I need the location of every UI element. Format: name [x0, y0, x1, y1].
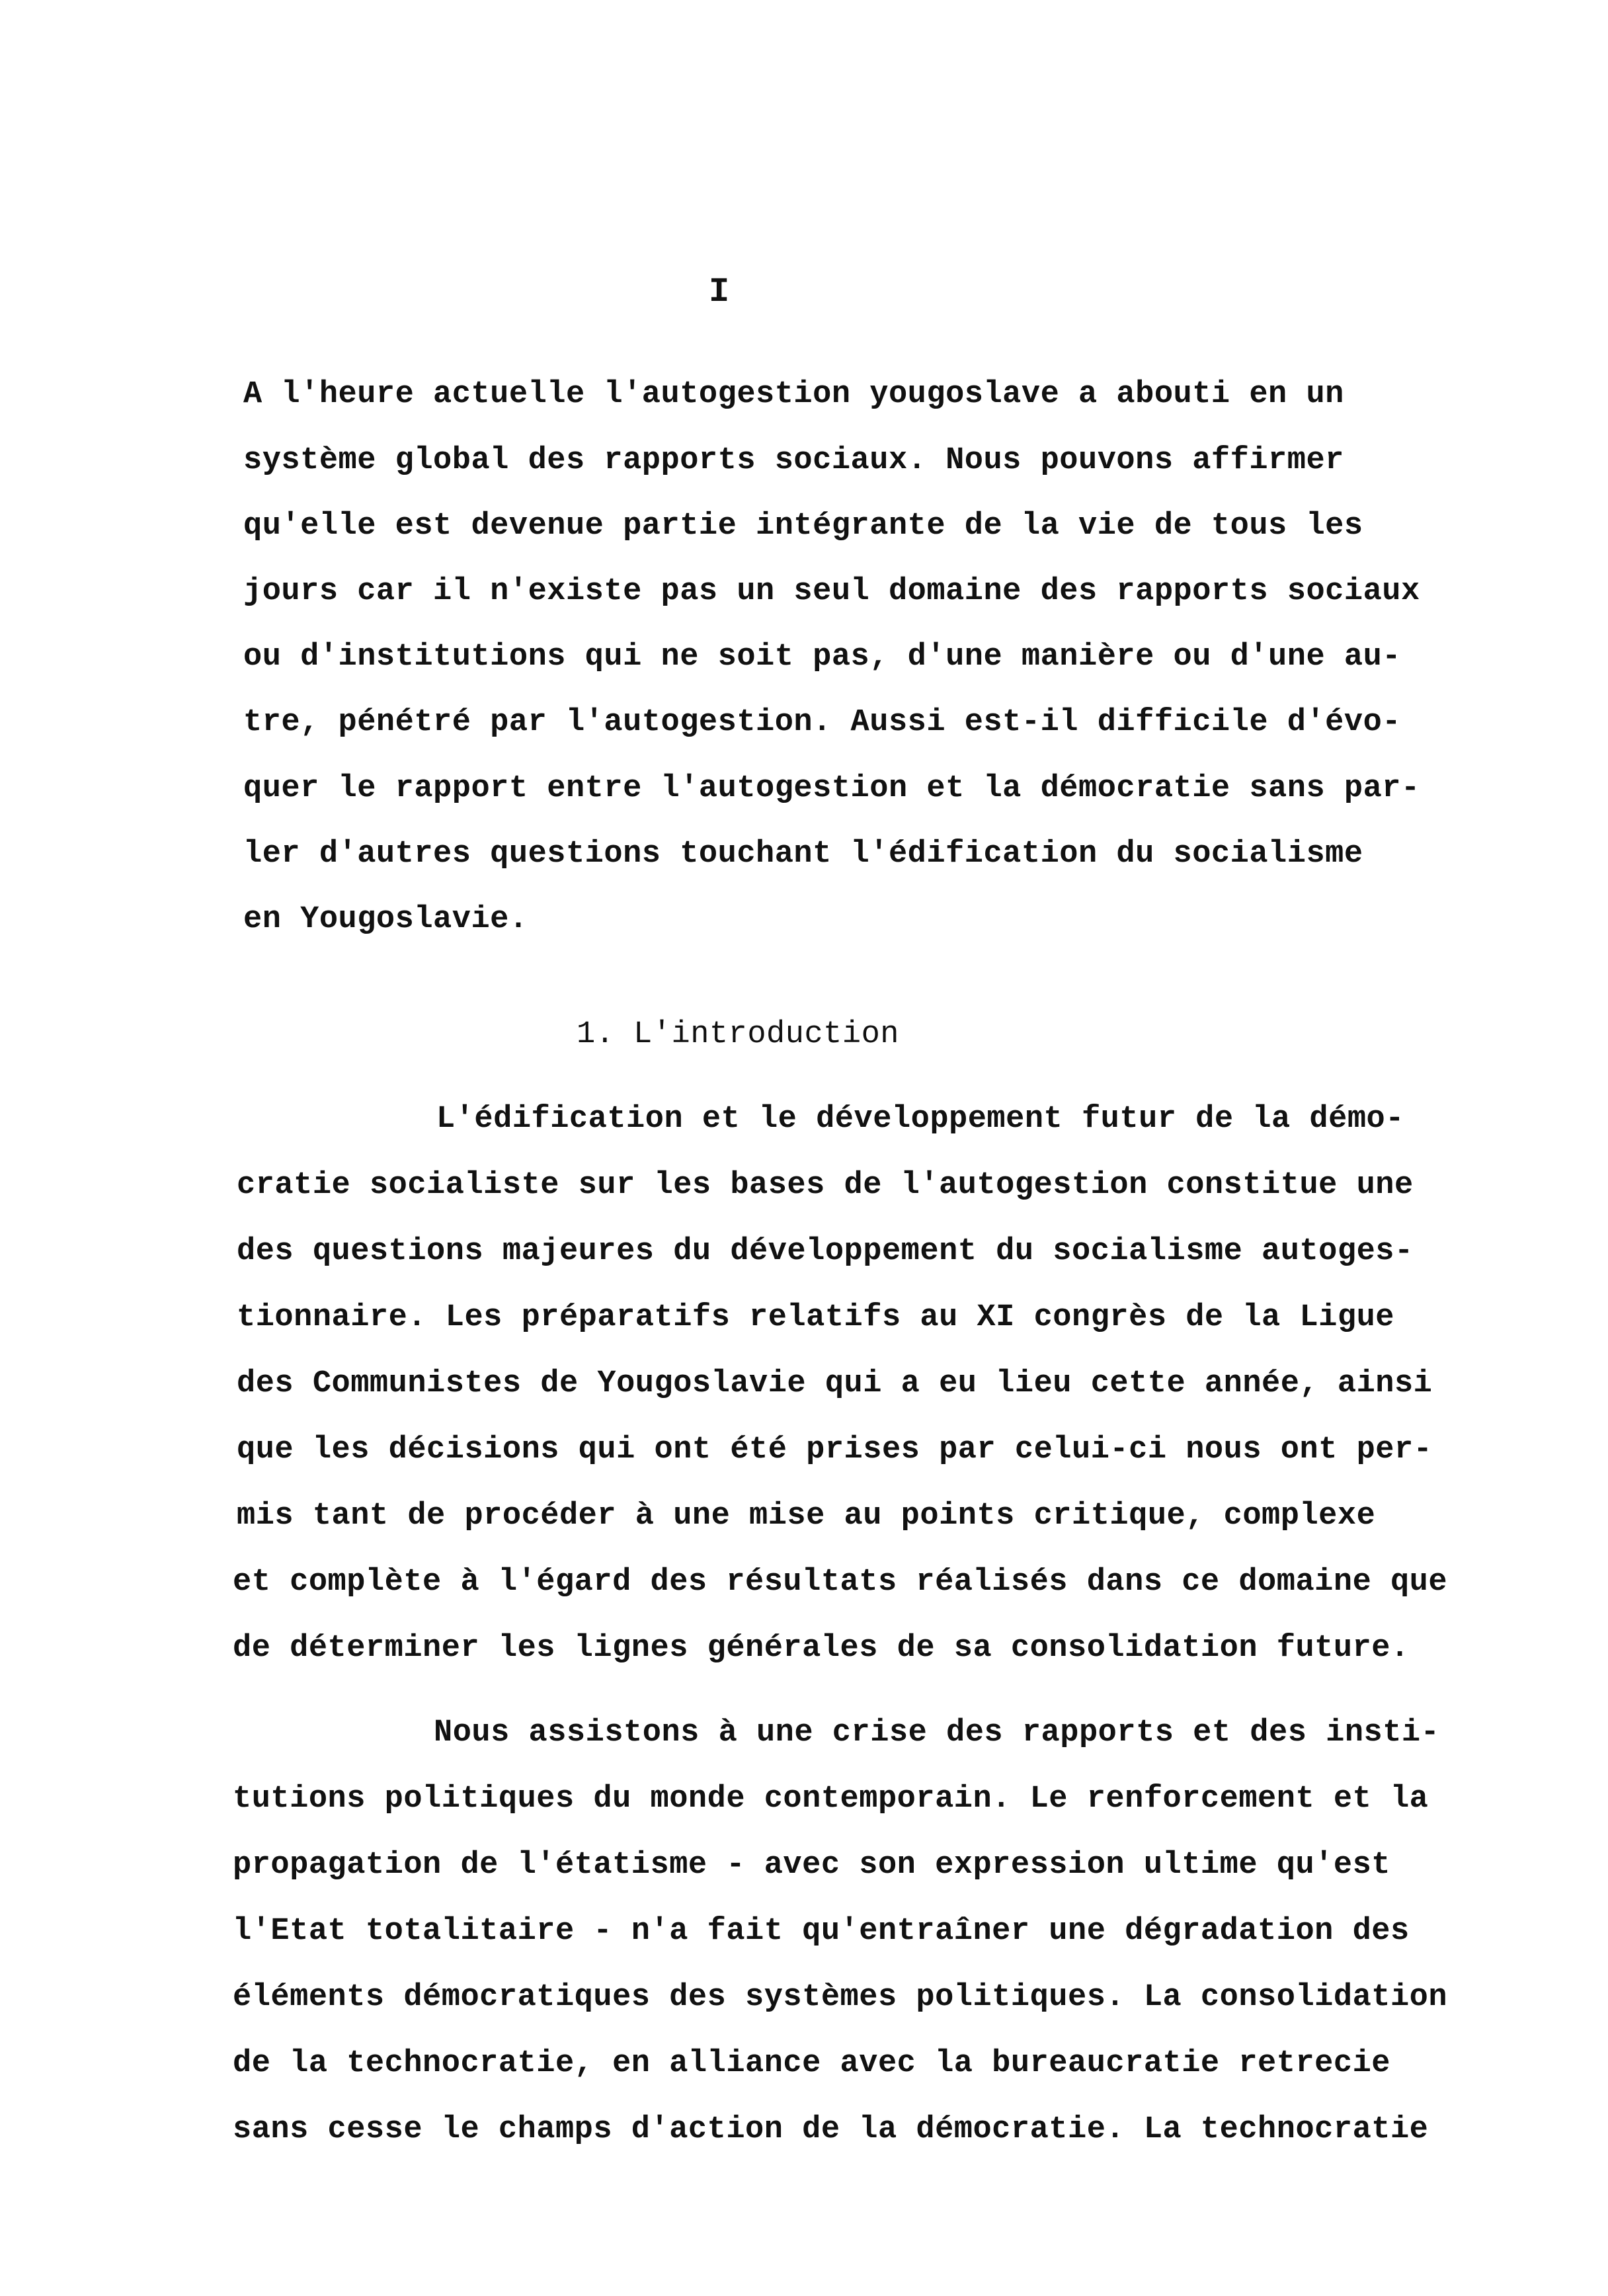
text-line: système global des rapports sociaux. Nous pouvons affirmer	[243, 443, 1344, 478]
text-line: éléments démocratiques des systèmes politiques. La consolidation	[233, 1980, 1448, 2015]
text-line: en Yougoslavie.	[243, 902, 528, 937]
text-line: l'Etat totalitaire - n'a fait qu'entraîner une dégradation des	[233, 1914, 1410, 1949]
text-line: tre, pénétré par l'autogestion. Aussi est-il difficile d'évo-	[243, 705, 1401, 740]
text-line: A l'heure actuelle l'autogestion yougoslave a abouti en un	[243, 377, 1344, 412]
text-line: propagation de l'étatisme - avec son expression ultime qu'est	[233, 1848, 1390, 1883]
text-line: de la technocratie, en alliance avec la bureaucratie retrecie	[233, 2046, 1390, 2081]
text-line: sans cesse le champs d'action de la démocratie. La technocratie	[233, 2112, 1429, 2147]
text-line: ler d'autres questions touchant l'édification du socialisme	[243, 837, 1363, 872]
text-line: L'édification et le développement futur de la démo-	[436, 1102, 1404, 1137]
section-heading: 1. L'introduction	[577, 1017, 899, 1052]
text-line: ou d'institutions qui ne soit pas, d'une manière ou d'une au-	[243, 639, 1401, 675]
chapter-numeral: I	[709, 272, 730, 311]
text-line: jours car il n'existe pas un seul domaine des rapports sociaux	[243, 574, 1420, 609]
text-line: que les décisions qui ont été prises par celui-ci nous ont per-	[237, 1432, 1433, 1467]
text-line: cratie socialiste sur les bases de l'autogestion constitue une	[237, 1168, 1414, 1203]
text-line: tutions politiques du monde contemporain. Le renforcement et la	[233, 1782, 1429, 1817]
text-line: des questions majeures du développement du socialisme autoges-	[237, 1234, 1414, 1269]
text-line: qu'elle est devenue partie intégrante de la vie de tous les	[243, 509, 1363, 544]
text-line: de déterminer les lignes générales de sa consolidation future.	[233, 1631, 1410, 1666]
text-line: Nous assistons à une crise des rapports et des insti-	[434, 1715, 1440, 1750]
text-line: quer le rapport entre l'autogestion et la démocratie sans par-	[243, 771, 1420, 806]
text-line: et complète à l'égard des résultats réalisés dans ce domaine que	[233, 1565, 1448, 1600]
text-line: mis tant de procéder à une mise au points critique, complexe	[237, 1498, 1376, 1534]
text-line: tionnaire. Les préparatifs relatifs au XI congrès de la Ligue	[237, 1300, 1394, 1335]
text-line: des Communistes de Yougoslavie qui a eu lieu cette année, ainsi	[237, 1366, 1433, 1401]
